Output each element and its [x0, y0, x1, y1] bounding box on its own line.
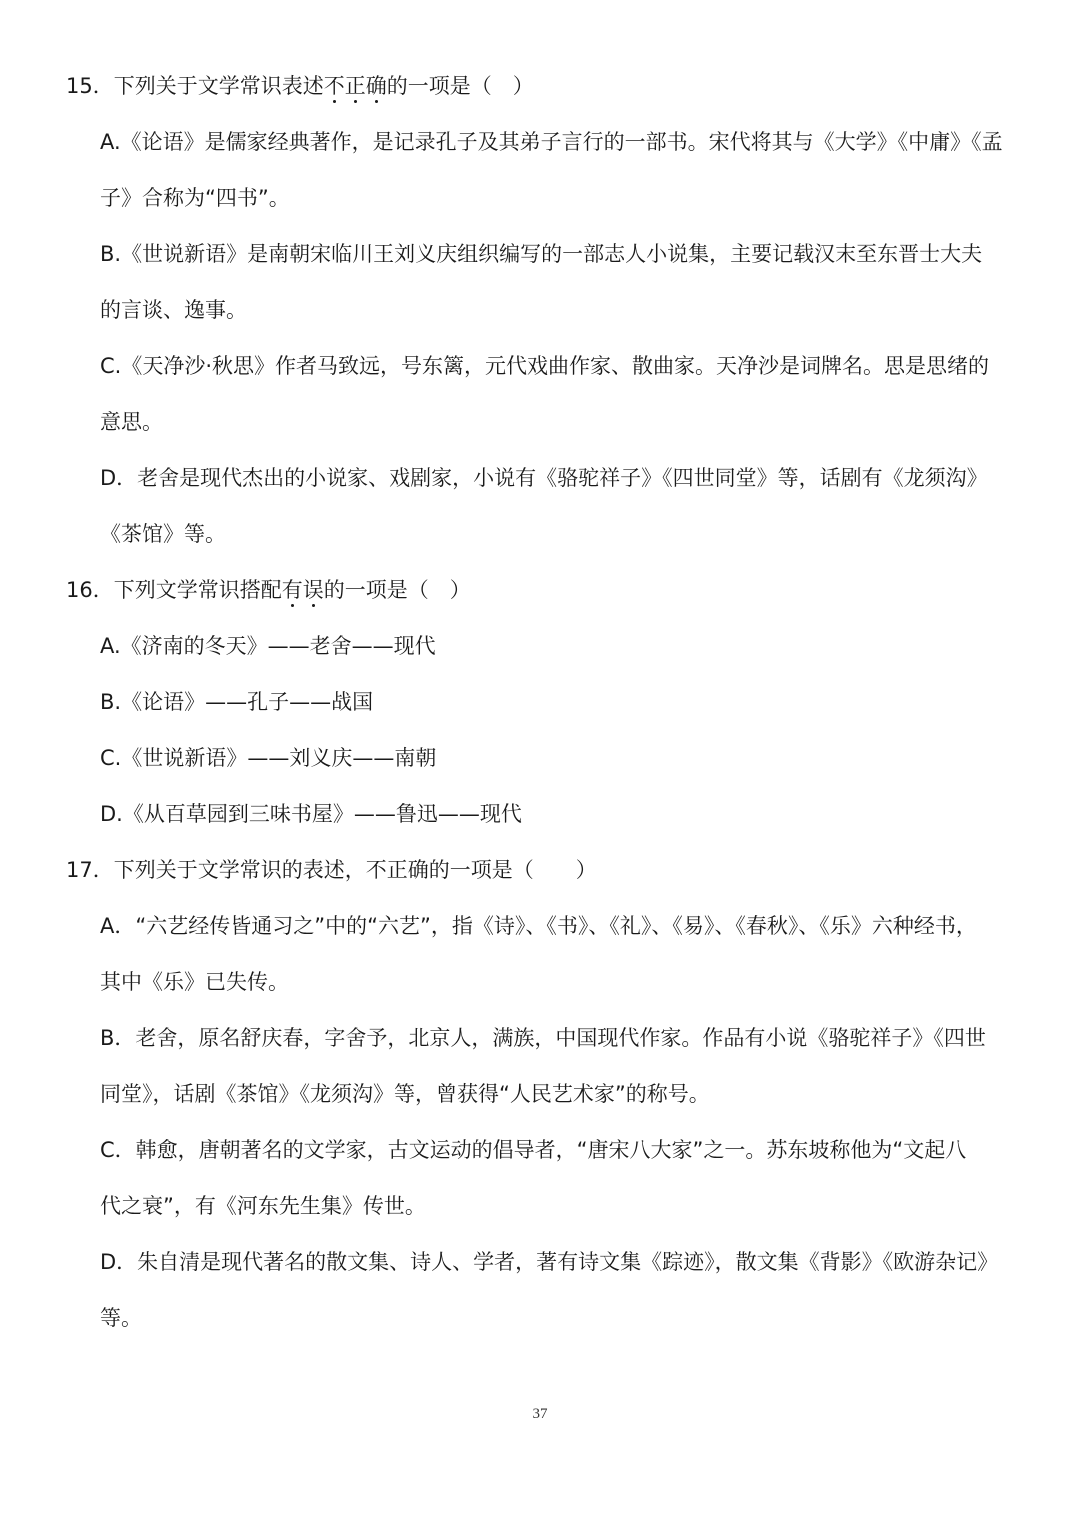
page-number: 37 — [532, 1406, 548, 1422]
emphasis-char: 误 — [302, 578, 324, 602]
question-15-option-a: A.《论语》是儒家经典著作，是记录孔子及其弟子言行的一部书。宋代将其与《大学》《中庸》《孟 子》合称为“四书”。 — [100, 130, 1003, 210]
emphasis-char: 确 — [365, 74, 387, 98]
question-16-option-a: A.《济南的冬天》——老舍——现代 — [100, 634, 436, 658]
emphasis-char: 有 — [281, 578, 303, 602]
question-17-option-d: D．朱自清是现代著名的散文集、诗人、学者，著有诗文集《踪迹》，散文集《背影》《欧游杂记》 等。 — [100, 1250, 999, 1330]
emphasis-char: 正 — [344, 74, 366, 98]
question-17-option-a: A．“六艺经传皆通习之”中的“六艺”，指《诗》、《书》、《礼》、《易》、《春秋》、《乐》六种经书， 其中《乐》已失传。 — [100, 914, 977, 994]
question-17-option-c: C．韩愈，唐朝著名的文学家，古文运动的倡导者，“唐宋八大家”之一。苏东坡称他为“文起八 代之衰”，有《河东先生集》传世。 — [100, 1138, 967, 1218]
question-16-stem: 16．下列文学常识搭配有误的一项是（ ） — [66, 578, 471, 602]
question-16-option-c: C.《世说新语》——刘义庆——南朝 — [100, 746, 437, 770]
question-15-option-b: B.《世说新语》是南朝宋临川王刘义庆组织编写的一部志人小说集，主要记载汉末至东晋士大夫 的言谈、逸事。 — [100, 242, 983, 322]
question-17-stem: 17．下列关于文学常识的表述，不正确的一项是（ ） — [66, 858, 597, 882]
question-15-stem: 15．下列关于文学常识表述不正确的一项是（ ） — [66, 74, 534, 98]
question-15-option-d: D．老舍是现代杰出的小说家、戏剧家，小说有《骆驼祥子》《四世同堂》等，话剧有《龙须沟》 《茶馆》等。 — [100, 466, 988, 546]
question-15-option-c: C.《天净沙·秋思》作者马致远，号东篱，元代戏曲作家、散曲家。天净沙是词牌名。思是思绪的 意思。 — [100, 354, 990, 434]
question-16-option-b: B.《论语》——孔子——战国 — [100, 690, 374, 714]
question-16-option-d: D.《从百草园到三味书屋》——鲁迅——现代 — [100, 802, 522, 826]
question-17-option-b: B．老舍，原名舒庆春，字舍予，北京人，满族，中国现代作家。作品有小说《骆驼祥子》《四世 同堂》，话剧《茶馆》《龙须沟》等，曾获得“人民艺术家”的称号。 — [100, 1026, 986, 1106]
emphasis-char: 不 — [323, 74, 345, 98]
